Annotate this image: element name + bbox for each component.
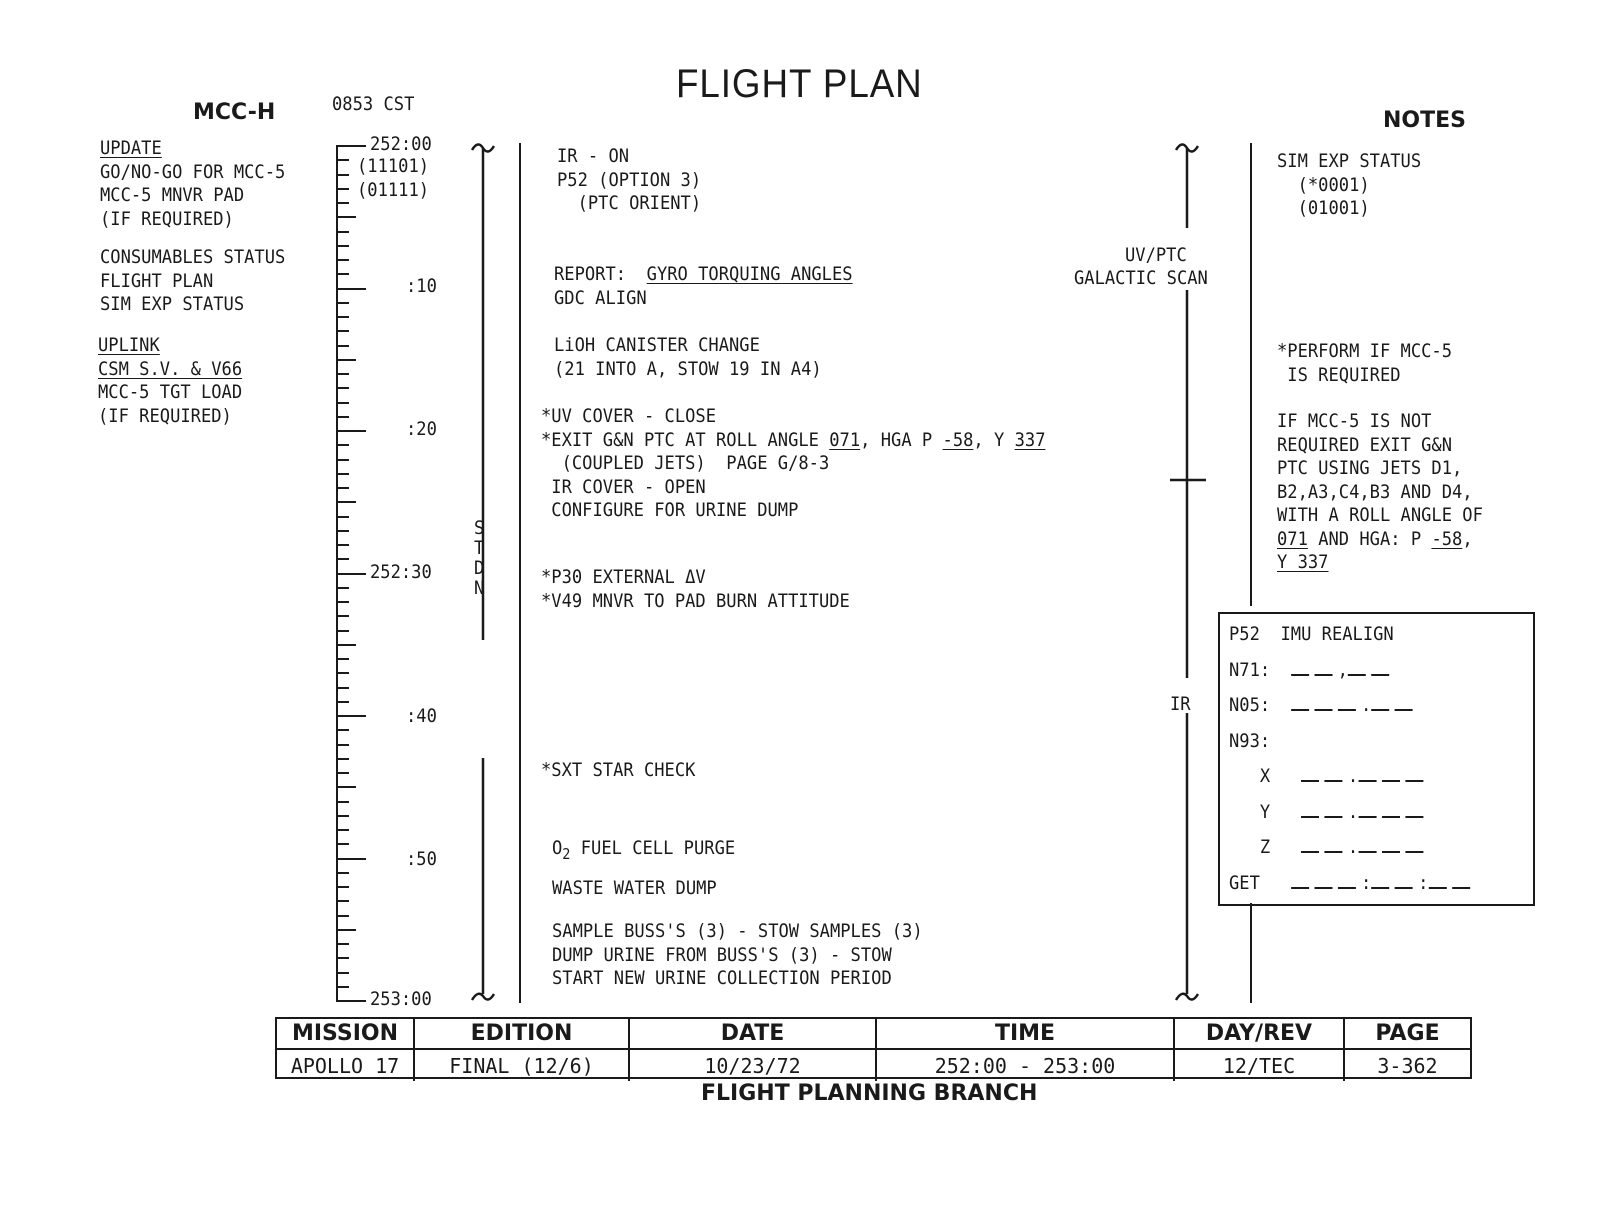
timeline-tick bbox=[336, 872, 349, 874]
footer-header: DATE bbox=[630, 1019, 877, 1050]
activity-block-exit-ptc bbox=[541, 405, 1046, 523]
uplink-heading: UPLINK bbox=[98, 334, 160, 356]
activity-line: START NEW URINE COLLECTION PERIOD bbox=[552, 967, 892, 989]
timeline-tick bbox=[336, 530, 349, 532]
o2-subscript: 2 bbox=[562, 844, 571, 863]
activity-line: DUMP URINE FROM BUSS'S (3) - STOW bbox=[552, 943, 892, 966]
exit-mid2: , Y bbox=[973, 428, 1015, 451]
footer-value: FINAL (12/6) bbox=[415, 1050, 630, 1081]
station-letter: T bbox=[474, 537, 485, 559]
timeline-tick bbox=[336, 858, 366, 860]
imu-row-label: X bbox=[1259, 765, 1271, 787]
timeline-tick bbox=[336, 444, 349, 446]
notes-divider-lower bbox=[1250, 903, 1252, 1003]
note-comma: , bbox=[1462, 527, 1473, 550]
page-title: FLIGHT PLAN bbox=[676, 62, 923, 106]
status-item: CONSUMABLES STATUS bbox=[100, 246, 286, 268]
timeline-tick bbox=[336, 216, 356, 218]
time-mark-end: 253:00 bbox=[370, 988, 432, 1010]
imu-row-label: Z bbox=[1259, 836, 1271, 858]
note-line: (01001) bbox=[1277, 197, 1370, 219]
station-stdn bbox=[474, 518, 484, 598]
footer-value: 10/23/72 bbox=[630, 1050, 877, 1081]
footer-header: MISSION bbox=[277, 1019, 415, 1050]
report-prefix: REPORT: bbox=[554, 263, 647, 285]
timeline-tick bbox=[336, 259, 349, 261]
footer-branch: FLIGHT PLANNING BRANCH bbox=[701, 1081, 1038, 1106]
note-line: B2,A3,C4,B3 AND D4, bbox=[1277, 480, 1473, 503]
station-label: MCC-H bbox=[193, 100, 276, 125]
timeline-tick bbox=[336, 188, 349, 190]
timeline-tick bbox=[336, 715, 366, 717]
timeline-tick bbox=[336, 986, 349, 988]
timeline-tick bbox=[336, 416, 349, 418]
timeline-tick bbox=[336, 929, 356, 931]
timeline-tick bbox=[336, 174, 349, 176]
station-letter: S bbox=[474, 517, 485, 539]
activity-line: *P30 EXTERNAL ΔV bbox=[541, 566, 706, 588]
timeline-tick bbox=[336, 145, 366, 147]
notes-label: NOTES bbox=[1383, 108, 1466, 133]
time-mark-10: :10 bbox=[406, 275, 437, 297]
uplink-item: MCC-5 TGT LOAD bbox=[98, 381, 243, 403]
note-line: REQUIRED EXIT G&N bbox=[1277, 433, 1453, 456]
timeline-tick bbox=[336, 473, 349, 475]
timeline-tick bbox=[336, 786, 356, 788]
activity-divider bbox=[519, 143, 521, 1003]
timeline-tick bbox=[336, 729, 349, 731]
timeline-tick bbox=[336, 345, 349, 347]
exit-mid: , HGA P bbox=[860, 428, 943, 451]
timeline-tick bbox=[336, 943, 349, 945]
update-item: MCC-5 MNVR PAD bbox=[100, 184, 245, 206]
imu-row-label: Y bbox=[1259, 800, 1271, 823]
mcc-status-block bbox=[100, 246, 285, 317]
timeline-tick bbox=[336, 430, 366, 432]
start-code: (11101) bbox=[357, 155, 430, 177]
timeline-tick bbox=[336, 231, 349, 233]
station-letter: N bbox=[474, 577, 485, 599]
imu-row-label: N71: bbox=[1229, 658, 1271, 681]
report-value: GYRO TORQUING ANGLES bbox=[646, 263, 853, 285]
notes-divider-upper bbox=[1250, 143, 1252, 606]
timeline-tick bbox=[336, 459, 349, 461]
timeline-tick bbox=[336, 630, 349, 632]
timeline-tick bbox=[336, 801, 349, 803]
notes-sim-exp bbox=[1277, 150, 1421, 221]
timeline-tick bbox=[336, 573, 366, 575]
activity-line: WASTE WATER DUMP bbox=[552, 876, 717, 899]
activity-block-p30 bbox=[541, 566, 850, 613]
status-item: SIM EXP STATUS bbox=[100, 293, 245, 315]
activity-line: IR - ON bbox=[557, 145, 630, 167]
exit-roll-value: 071 bbox=[829, 428, 861, 451]
ir-label: IR bbox=[1170, 693, 1191, 715]
timeline-tick bbox=[336, 516, 349, 518]
footer-value: 3-362 bbox=[1377, 1053, 1438, 1078]
timeline-tick bbox=[336, 772, 349, 774]
note-line: IF MCC-5 IS NOT bbox=[1277, 410, 1432, 432]
time-mark-40: :40 bbox=[406, 705, 437, 727]
timeline-tick bbox=[336, 615, 349, 617]
footer-value: APOLLO 17 bbox=[277, 1050, 415, 1081]
imu-row-label: GET bbox=[1229, 871, 1260, 894]
notes-if-not bbox=[1277, 410, 1483, 575]
time-mark-start: 252:00 bbox=[370, 133, 432, 155]
note-y-value: Y 337 bbox=[1277, 551, 1329, 573]
timeline-tick bbox=[336, 900, 349, 902]
footer-header: PAGE bbox=[1345, 1019, 1470, 1050]
uplink-item: (IF REQUIRED) bbox=[98, 404, 232, 427]
footer-header: DAY/REV bbox=[1175, 1019, 1345, 1050]
timeline-tick bbox=[336, 159, 349, 161]
activity-line: LiOH CANISTER CHANGE bbox=[554, 334, 760, 356]
status-item: FLIGHT PLAN bbox=[100, 269, 214, 292]
timeline-tick bbox=[336, 915, 349, 917]
activity-block-ir-p52 bbox=[557, 145, 701, 216]
activity-line: IR COVER - OPEN bbox=[541, 475, 706, 498]
activity-line: SAMPLE BUSS'S (3) - STOW SAMPLES (3) bbox=[552, 920, 923, 942]
note-line: PTC USING JETS D1, bbox=[1277, 457, 1463, 479]
note-line: SIM EXP STATUS bbox=[1277, 150, 1422, 172]
activity-line: *V49 MNVR TO PAD BURN ATTITUDE bbox=[541, 589, 850, 612]
exit-p-value: -58 bbox=[942, 428, 974, 451]
o2-prefix: O bbox=[552, 837, 563, 859]
footer-header: TIME bbox=[877, 1019, 1175, 1050]
timeline-tick bbox=[336, 558, 349, 560]
timeline-tick bbox=[336, 373, 349, 375]
activity-block-report bbox=[554, 263, 853, 310]
footer-table bbox=[275, 1017, 1472, 1079]
imu-row-label: N05: bbox=[1229, 694, 1271, 716]
timeline-tick bbox=[336, 501, 356, 503]
timeline-tick bbox=[336, 587, 349, 589]
activity-sxt: *SXT STAR CHECK bbox=[541, 759, 696, 781]
note-line: IS REQUIRED bbox=[1277, 363, 1401, 386]
activity-line: *UV COVER - CLOSE bbox=[541, 405, 717, 427]
timeline-tick bbox=[336, 658, 349, 660]
activity-block-lioh bbox=[554, 334, 822, 381]
timeline-tick bbox=[336, 601, 349, 603]
mcc-update-block bbox=[100, 137, 285, 231]
uv-ptc-label: UV/PTC bbox=[1125, 244, 1187, 266]
update-item: (IF REQUIRED) bbox=[100, 207, 234, 230]
activity-line: (21 INTO A, STOW 19 IN A4) bbox=[554, 357, 822, 380]
time-mark-30: 252:30 bbox=[370, 561, 432, 583]
time-mark-20: :20 bbox=[406, 418, 437, 440]
timeline-tick bbox=[336, 316, 349, 318]
time-mark-50: :50 bbox=[406, 848, 437, 870]
timeline-tick bbox=[336, 829, 349, 831]
timeline-tick bbox=[336, 644, 356, 646]
timeline-tick bbox=[336, 957, 349, 959]
activity-block-purge bbox=[552, 831, 735, 905]
timeline-tick bbox=[336, 815, 349, 817]
update-item: GO/NO-GO FOR MCC-5 bbox=[100, 160, 286, 183]
exit-prefix: *EXIT G&N PTC AT ROLL ANGLE bbox=[541, 428, 830, 451]
imu-row-label: N93: bbox=[1229, 729, 1271, 752]
timeline-tick bbox=[336, 487, 349, 489]
footer-header: EDITION bbox=[415, 1019, 630, 1050]
note-line: WITH A ROLL ANGLE OF bbox=[1277, 504, 1483, 526]
exit-y-value: 337 bbox=[1014, 428, 1046, 451]
note-line: *PERFORM IF MCC-5 bbox=[1277, 340, 1453, 362]
note-roll-value: 071 bbox=[1277, 527, 1308, 550]
timeline-tick bbox=[336, 701, 349, 703]
mcc-uplink-block bbox=[98, 334, 242, 428]
timeline-tick bbox=[336, 687, 349, 689]
timeline-tick bbox=[336, 330, 349, 332]
footer-value: 252:00 - 253:00 bbox=[877, 1050, 1175, 1081]
o2-rest: FUEL CELL PURGE bbox=[570, 837, 736, 859]
note-p-value: -58 bbox=[1431, 527, 1463, 550]
timeline-tick bbox=[336, 544, 349, 546]
timeline-tick bbox=[336, 402, 349, 404]
activity-line: CONFIGURE FOR URINE DUMP bbox=[541, 499, 799, 521]
timeline-tick bbox=[336, 843, 349, 845]
imu-realign-content: P52 IMU REALIGN N71: , N05: . N93: X . Y . Z . GET : : bbox=[1229, 617, 1475, 901]
timeline-tick bbox=[336, 359, 356, 361]
timeline-tick bbox=[336, 302, 349, 304]
time-cst-label: 0853 CST bbox=[332, 93, 415, 115]
notes-perform bbox=[1277, 340, 1452, 387]
imu-title: P52 IMU REALIGN bbox=[1229, 623, 1394, 645]
timeline-tick bbox=[336, 245, 349, 247]
timeline-tick bbox=[336, 202, 349, 204]
activity-line: P52 (OPTION 3) bbox=[557, 168, 702, 191]
uplink-item: CSM S.V. & V66 bbox=[98, 357, 243, 380]
timeline-tick bbox=[336, 1000, 366, 1002]
activity-block-samples bbox=[552, 920, 923, 991]
note-line: (*0001) bbox=[1277, 173, 1370, 196]
update-heading: UPDATE bbox=[100, 137, 162, 159]
station-letter: D bbox=[474, 557, 485, 579]
activity-line: (PTC ORIENT) bbox=[557, 192, 702, 214]
timeline-tick bbox=[336, 387, 349, 389]
timeline-tick bbox=[336, 672, 349, 674]
start-code: (01111) bbox=[357, 179, 430, 201]
activity-line: (COUPLED JETS) PAGE G/8-3 bbox=[541, 452, 830, 474]
timeline-tick bbox=[336, 972, 349, 974]
timeline-tick bbox=[336, 744, 349, 746]
activity-line: GDC ALIGN bbox=[554, 286, 647, 309]
timeline-tick bbox=[336, 758, 349, 760]
timeline-tick bbox=[336, 886, 349, 888]
timeline-tick bbox=[336, 288, 366, 290]
footer-value: 12/TEC bbox=[1175, 1050, 1345, 1081]
note-and-hga: AND HGA: P bbox=[1307, 527, 1432, 550]
timeline-tick bbox=[336, 273, 349, 275]
galactic-scan-label: GALACTIC SCAN bbox=[1074, 267, 1208, 289]
